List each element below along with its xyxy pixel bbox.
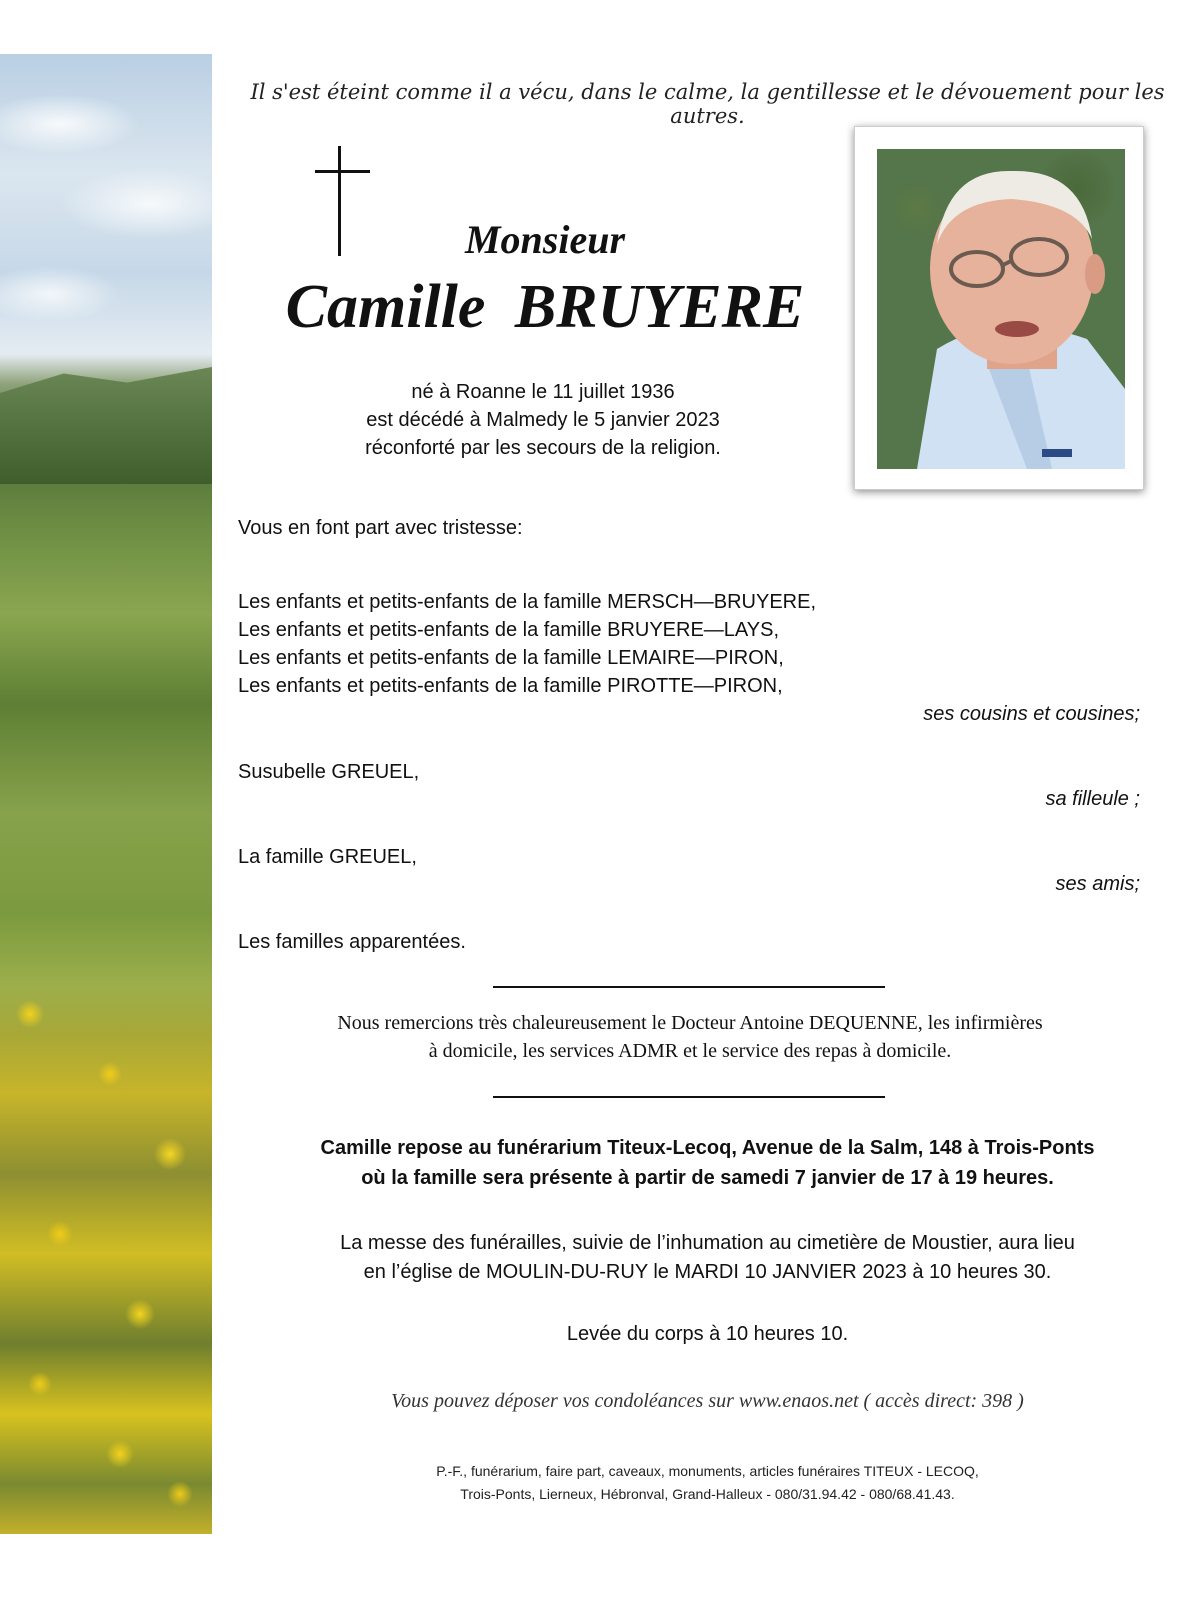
forest-hills [0, 354, 212, 484]
thanks-line: à domicile, les services ADMR et le service des repas à domicile. [428, 1040, 952, 1062]
religion-line: réconforté par les secours de la religion. [365, 437, 721, 459]
levee-text: Levée du corps à 10 heures 10. [566, 1323, 849, 1345]
footer-line: P.-F., funérarium, faire part, caveaux, monuments, articles funéraires TITEUX - LECOQ, [436, 1463, 979, 1479]
portrait-frame [854, 126, 1144, 490]
family-line: Les enfants et petits-enfants de la famille LEMAIRE—PIRON, [238, 647, 784, 669]
messe-info [212, 1229, 1203, 1287]
susubelle-text: Susubelle GREUEL, [238, 761, 420, 783]
cross-icon [338, 146, 341, 256]
portrait-photo [877, 149, 1125, 469]
thanks-text [230, 1009, 1150, 1065]
apparentees-text: Les familles apparentées. [238, 931, 466, 953]
repose-info [212, 1133, 1203, 1193]
thanks-line: Nous remercions très chaleureusement le Docteur Antoine DEQUENNE, les infirmières [337, 1012, 1043, 1034]
amis-label: ses amis; [1055, 873, 1140, 895]
messe-line: La messe des funérailles, suivie de l’inhumation au cimetière de Moustier, aura lieu [340, 1232, 1075, 1254]
cross-icon-bar [315, 170, 370, 173]
cousins-label: ses cousins et cousines; [923, 703, 1140, 725]
honorific: Monsieur [464, 217, 626, 262]
quote: Il s'est éteint comme il a vécu, dans le calme, la gentillesse et le dévouement pour les autres. [250, 80, 1165, 128]
landscape-decoration [0, 54, 212, 1534]
condoleances-text: Vous pouvez déposer vos condoléances sur www.enaos.net ( accès direct: 398 ) [391, 1390, 1024, 1412]
birth-death-info [300, 378, 786, 462]
repose-line: Camille repose au funérarium Titeux-Lecoq, Avenue de la Salm, 148 à Trois-Ponts [320, 1137, 1095, 1159]
deceased-name: Camille BRUYERE [285, 273, 805, 341]
death-line: est décédé à Malmedy le 5 janvier 2023 [366, 409, 720, 431]
divider [493, 1096, 885, 1098]
repose-line: où la famille sera présente à partir de samedi 7 janvier de 17 à 19 heures. [361, 1167, 1054, 1189]
messe-line: en l’église de MOULIN-DU-RUY le MARDI 10 JANVIER 2023 à 10 heures 30. [363, 1261, 1052, 1283]
famille-greuel-text: La famille GREUEL, [238, 846, 417, 868]
family-line: Les enfants et petits-enfants de la famille PIROTTE—PIRON, [238, 675, 783, 697]
family-line: Les enfants et petits-enfants de la famille MERSCH—BRUYERE, [238, 591, 817, 613]
family-list [238, 588, 816, 700]
footer-line: Trois-Ponts, Lierneux, Hébronval, Grand-Halleux - 080/31.94.42 - 080/68.41.43. [460, 1486, 955, 1502]
filleule-label: sa filleule ; [1045, 788, 1140, 810]
intro-text: Vous en font part avec tristesse: [238, 517, 523, 539]
birth-line: né à Roanne le 11 juillet 1936 [411, 381, 675, 403]
footer [212, 1460, 1203, 1506]
sky-clouds [0, 54, 212, 364]
divider [493, 986, 885, 988]
family-line: Les enfants et petits-enfants de la famille BRUYERE—LAYS, [238, 619, 780, 641]
yellow-flowers [0, 954, 212, 1534]
